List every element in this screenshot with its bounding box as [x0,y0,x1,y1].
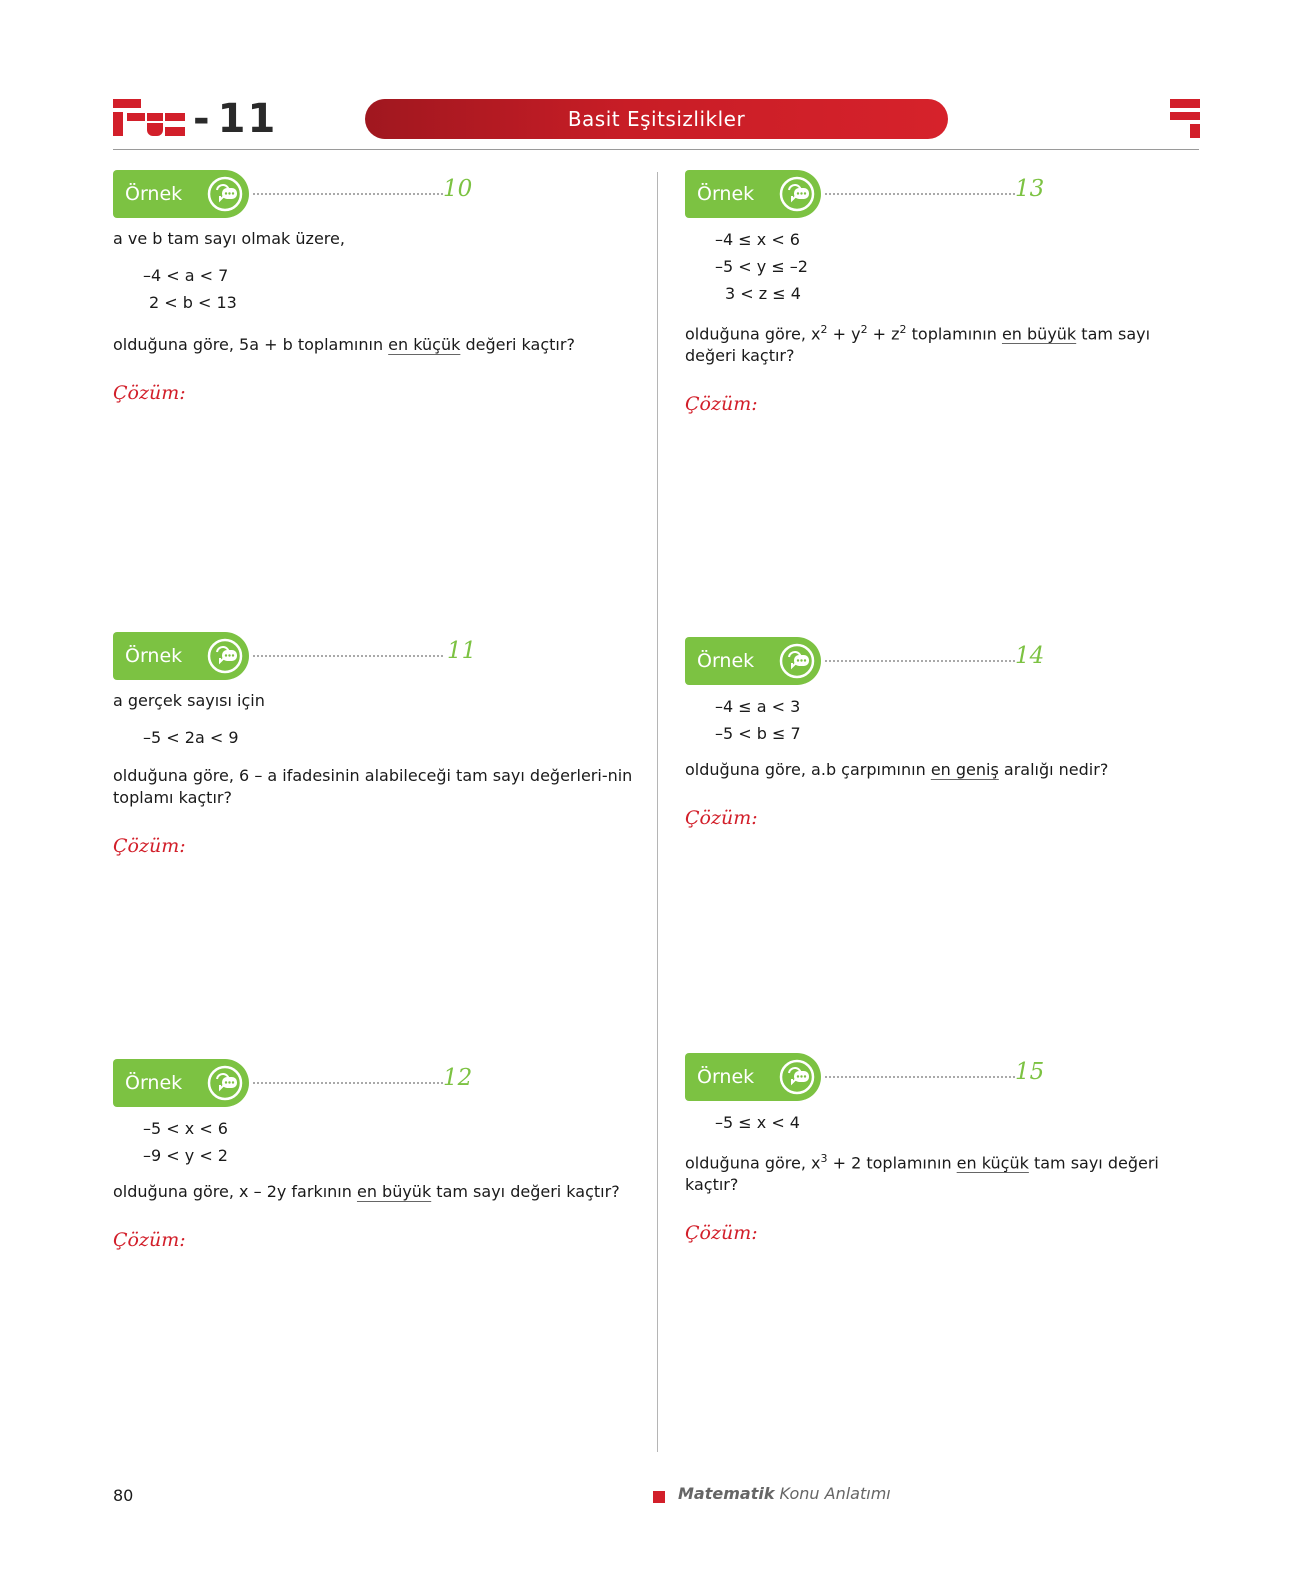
conditions [113,262,633,316]
dotted-leader [253,193,443,195]
example-14 [685,637,1205,829]
example-number: 10 [443,176,473,202]
example-number: 13 [1015,176,1045,202]
chat-bubbles-icon [775,1055,819,1099]
solution-label: Çözüm: [685,807,758,829]
ornek-badge [113,170,249,218]
example-header [113,1059,633,1107]
solution-label: Çözüm: [113,1229,186,1251]
ornek-badge [113,1059,249,1107]
example-15 [685,1053,1205,1244]
condition-line: –4 < a < 7 [143,266,229,285]
conditions [685,226,1205,307]
emphasis: en büyük [356,1182,432,1201]
question: olduğuna göre, 5a + b toplamının en küçük değeri kaçtır? [113,335,575,354]
condition-line: –5 < 2a < 9 [143,728,239,747]
ornek-label: Örnek [697,183,755,205]
solution-label: Çözüm: [113,835,186,857]
solution-label: Çözüm: [113,382,186,404]
emphasis: en küçük [388,335,461,354]
example-header [685,1053,1205,1101]
footer-square-icon [653,1491,665,1503]
ornek-badge [113,632,249,680]
condition-line: –5 < x < 6 [143,1119,228,1138]
conditions [685,693,1205,747]
conditions [113,1115,633,1169]
condition-line: –4 ≤ a < 3 [715,697,801,716]
example-number: 15 [1015,1059,1045,1085]
chapter-title: Basit Eşitsizlikler [365,99,948,139]
solution-label: Çözüm: [685,393,758,416]
example-intro: a gerçek sayısı için [113,691,265,710]
emphasis: en geniş [930,760,999,779]
emphasis: en küçük [956,1153,1029,1173]
conditions [113,724,633,751]
ornek-badge [685,1053,821,1101]
question: olduğuna göre, 6 – a ifadesinin alabileceği tam sayı değerleri-nin toplamı kaçtır? [113,766,633,807]
condition-line: –9 < y < 2 [143,1146,228,1165]
example-number: 12 [443,1065,473,1091]
fa-logo [113,98,277,140]
example-number: 11 [447,638,477,664]
page-number: 80 [113,1486,134,1505]
ornek-label: Örnek [125,183,183,205]
logo-number: 11 [217,96,278,142]
example-12 [113,1059,633,1251]
fa-logo-mark [113,99,185,139]
example-number: 14 [1015,643,1045,669]
condition-line: –5 < b ≤ 7 [715,724,801,743]
condition-line: 2 < b < 13 [149,293,237,312]
example-11 [113,632,633,857]
chat-bubbles-icon [203,1061,247,1105]
ornek-label: Örnek [125,645,183,667]
solution-label: Çözüm: [685,1222,758,1245]
chat-bubbles-icon [775,172,819,216]
chat-bubbles-icon [203,634,247,678]
ornek-label: Örnek [697,1066,755,1088]
dotted-leader [825,660,1015,662]
ornek-label: Örnek [125,1072,183,1094]
book-title: Matematik Konu Anlatımı [678,1484,891,1503]
column-divider [657,172,658,1452]
example-header [113,170,633,218]
example-intro: a ve b tam sayı olmak üzere, [113,229,345,248]
example-13 [685,170,1205,415]
dotted-leader [253,655,443,657]
example-header [685,637,1205,685]
question: olduğuna göre, x – 2y farkının en büyük tam sayı değeri kaçtır? [113,1182,620,1201]
example-10 [113,170,633,404]
header-rule [113,149,1199,150]
condition-line: –5 ≤ x < 4 [715,1113,800,1132]
emphasis: en büyük [1001,324,1077,344]
ornek-badge [685,170,821,218]
ornek-badge [685,637,821,685]
question: olduğuna göre, $x^3 + 2$ toplamının en küçük tam sayı değeri kaçtır? [685,1152,1159,1195]
condition-line: 3 < z ≤ 4 [725,284,801,303]
dotted-leader [825,1076,1015,1078]
example-header [685,170,1205,218]
example-header [113,632,633,680]
corner-logo-mark [1170,99,1200,139]
chat-bubbles-icon [775,639,819,683]
condition-line: –4 ≤ x < 6 [715,230,800,249]
condition-line: –5 < y ≤ –2 [715,257,808,276]
question: olduğuna göre, a.b çarpımının en geniş aralığı nedir? [685,760,1109,779]
dotted-leader [253,1082,443,1084]
chat-bubbles-icon [203,172,247,216]
logo-dash: - [193,96,210,142]
question: olduğuna göre, $x^2 + y^2 + z^2$ toplamının en büyük tam sayı değeri kaçtır? [685,323,1151,366]
ornek-label: Örnek [697,650,755,672]
conditions [685,1109,1205,1136]
dotted-leader [825,193,1015,195]
